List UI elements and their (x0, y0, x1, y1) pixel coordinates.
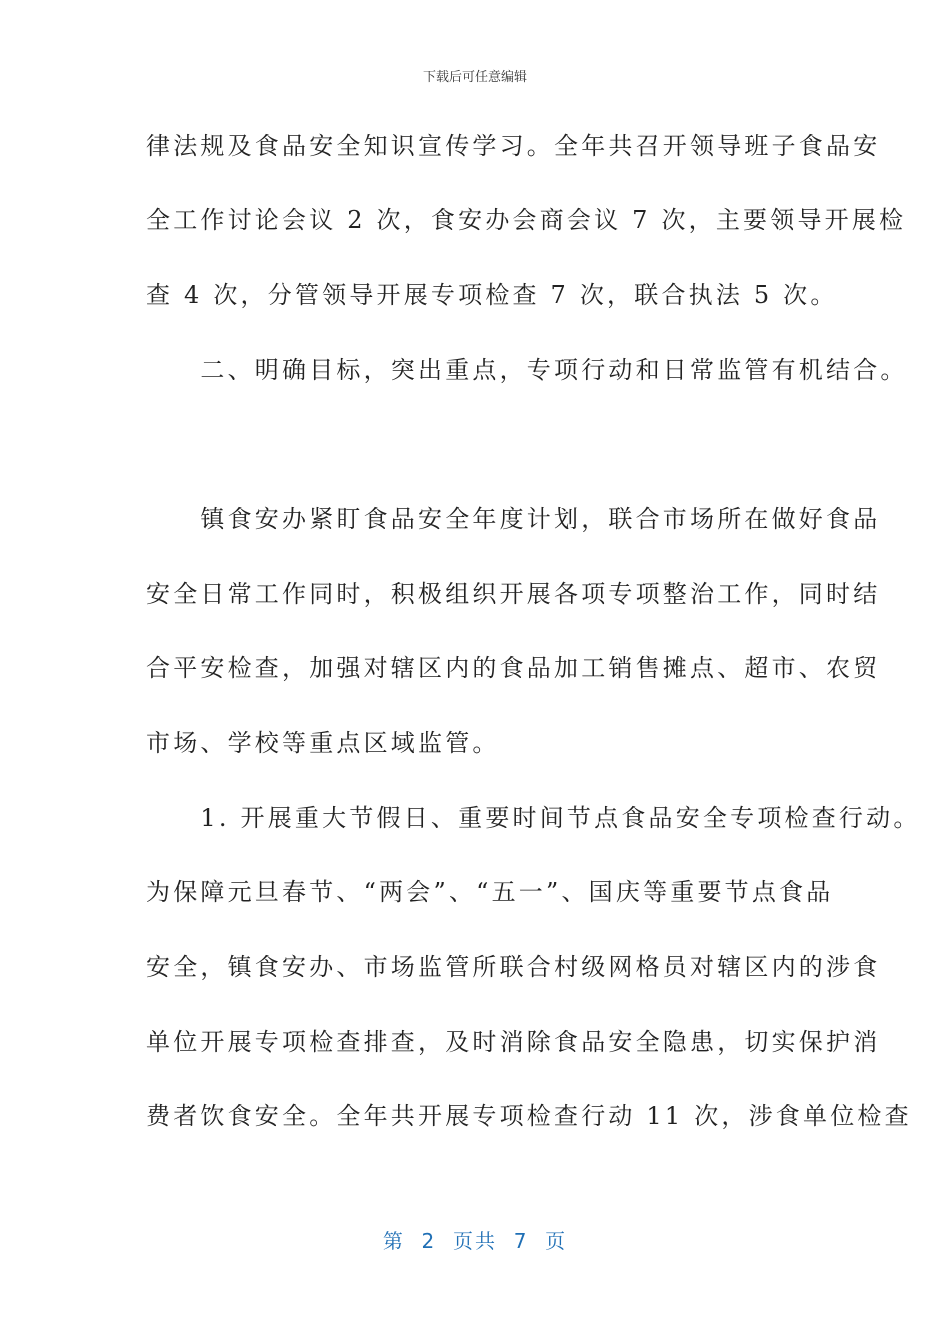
page-number: 第 2 页共 7 页 (382, 1229, 568, 1253)
text-line: 单位开展专项检查排查，及时消除食品安全隐患，切实保护消 (146, 1028, 881, 1056)
subsection-heading: 1. 开展重大节假日、重要时间节点食品安全专项检查行动。 (146, 804, 921, 832)
text-line: 律法规及食品安全知识宣传学习。全年共召开领导班子食品安 (146, 132, 881, 160)
header-note: 下载后可任意编辑 (422, 70, 527, 85)
text-line: 安全日常工作同时，积极组织开展各项专项整治工作，同时结 (146, 580, 881, 608)
text-line: 合平安检查，加强对辖区内的食品加工销售摊点、超市、农贸 (146, 654, 881, 682)
text-line: 为保障元旦春节、“两会”、“五一”、国庆等重要节点食品 (146, 878, 834, 906)
section-heading: 二、明确目标，突出重点，专项行动和日常监管有机结合。 (146, 356, 908, 384)
text-line: 全工作讨论会议 2 次，食安办会商会议 7 次，主要领导开展检 (146, 206, 907, 234)
text-line: 安全，镇食安办、市场监管所联合村级网格员对辖区内的涉食 (146, 953, 881, 981)
text-line: 市场、学校等重点区域监管。 (146, 729, 500, 757)
text-line: 查 4 次，分管领导开展专项检查 7 次，联合执法 5 次。 (146, 281, 838, 309)
text-line: 镇食安办紧盯食品安全年度计划，联合市场所在做好食品 (146, 505, 881, 533)
text-line: 费者饮食安全。全年共开展专项检查行动 11 次，涉食单位检查 (146, 1102, 912, 1130)
